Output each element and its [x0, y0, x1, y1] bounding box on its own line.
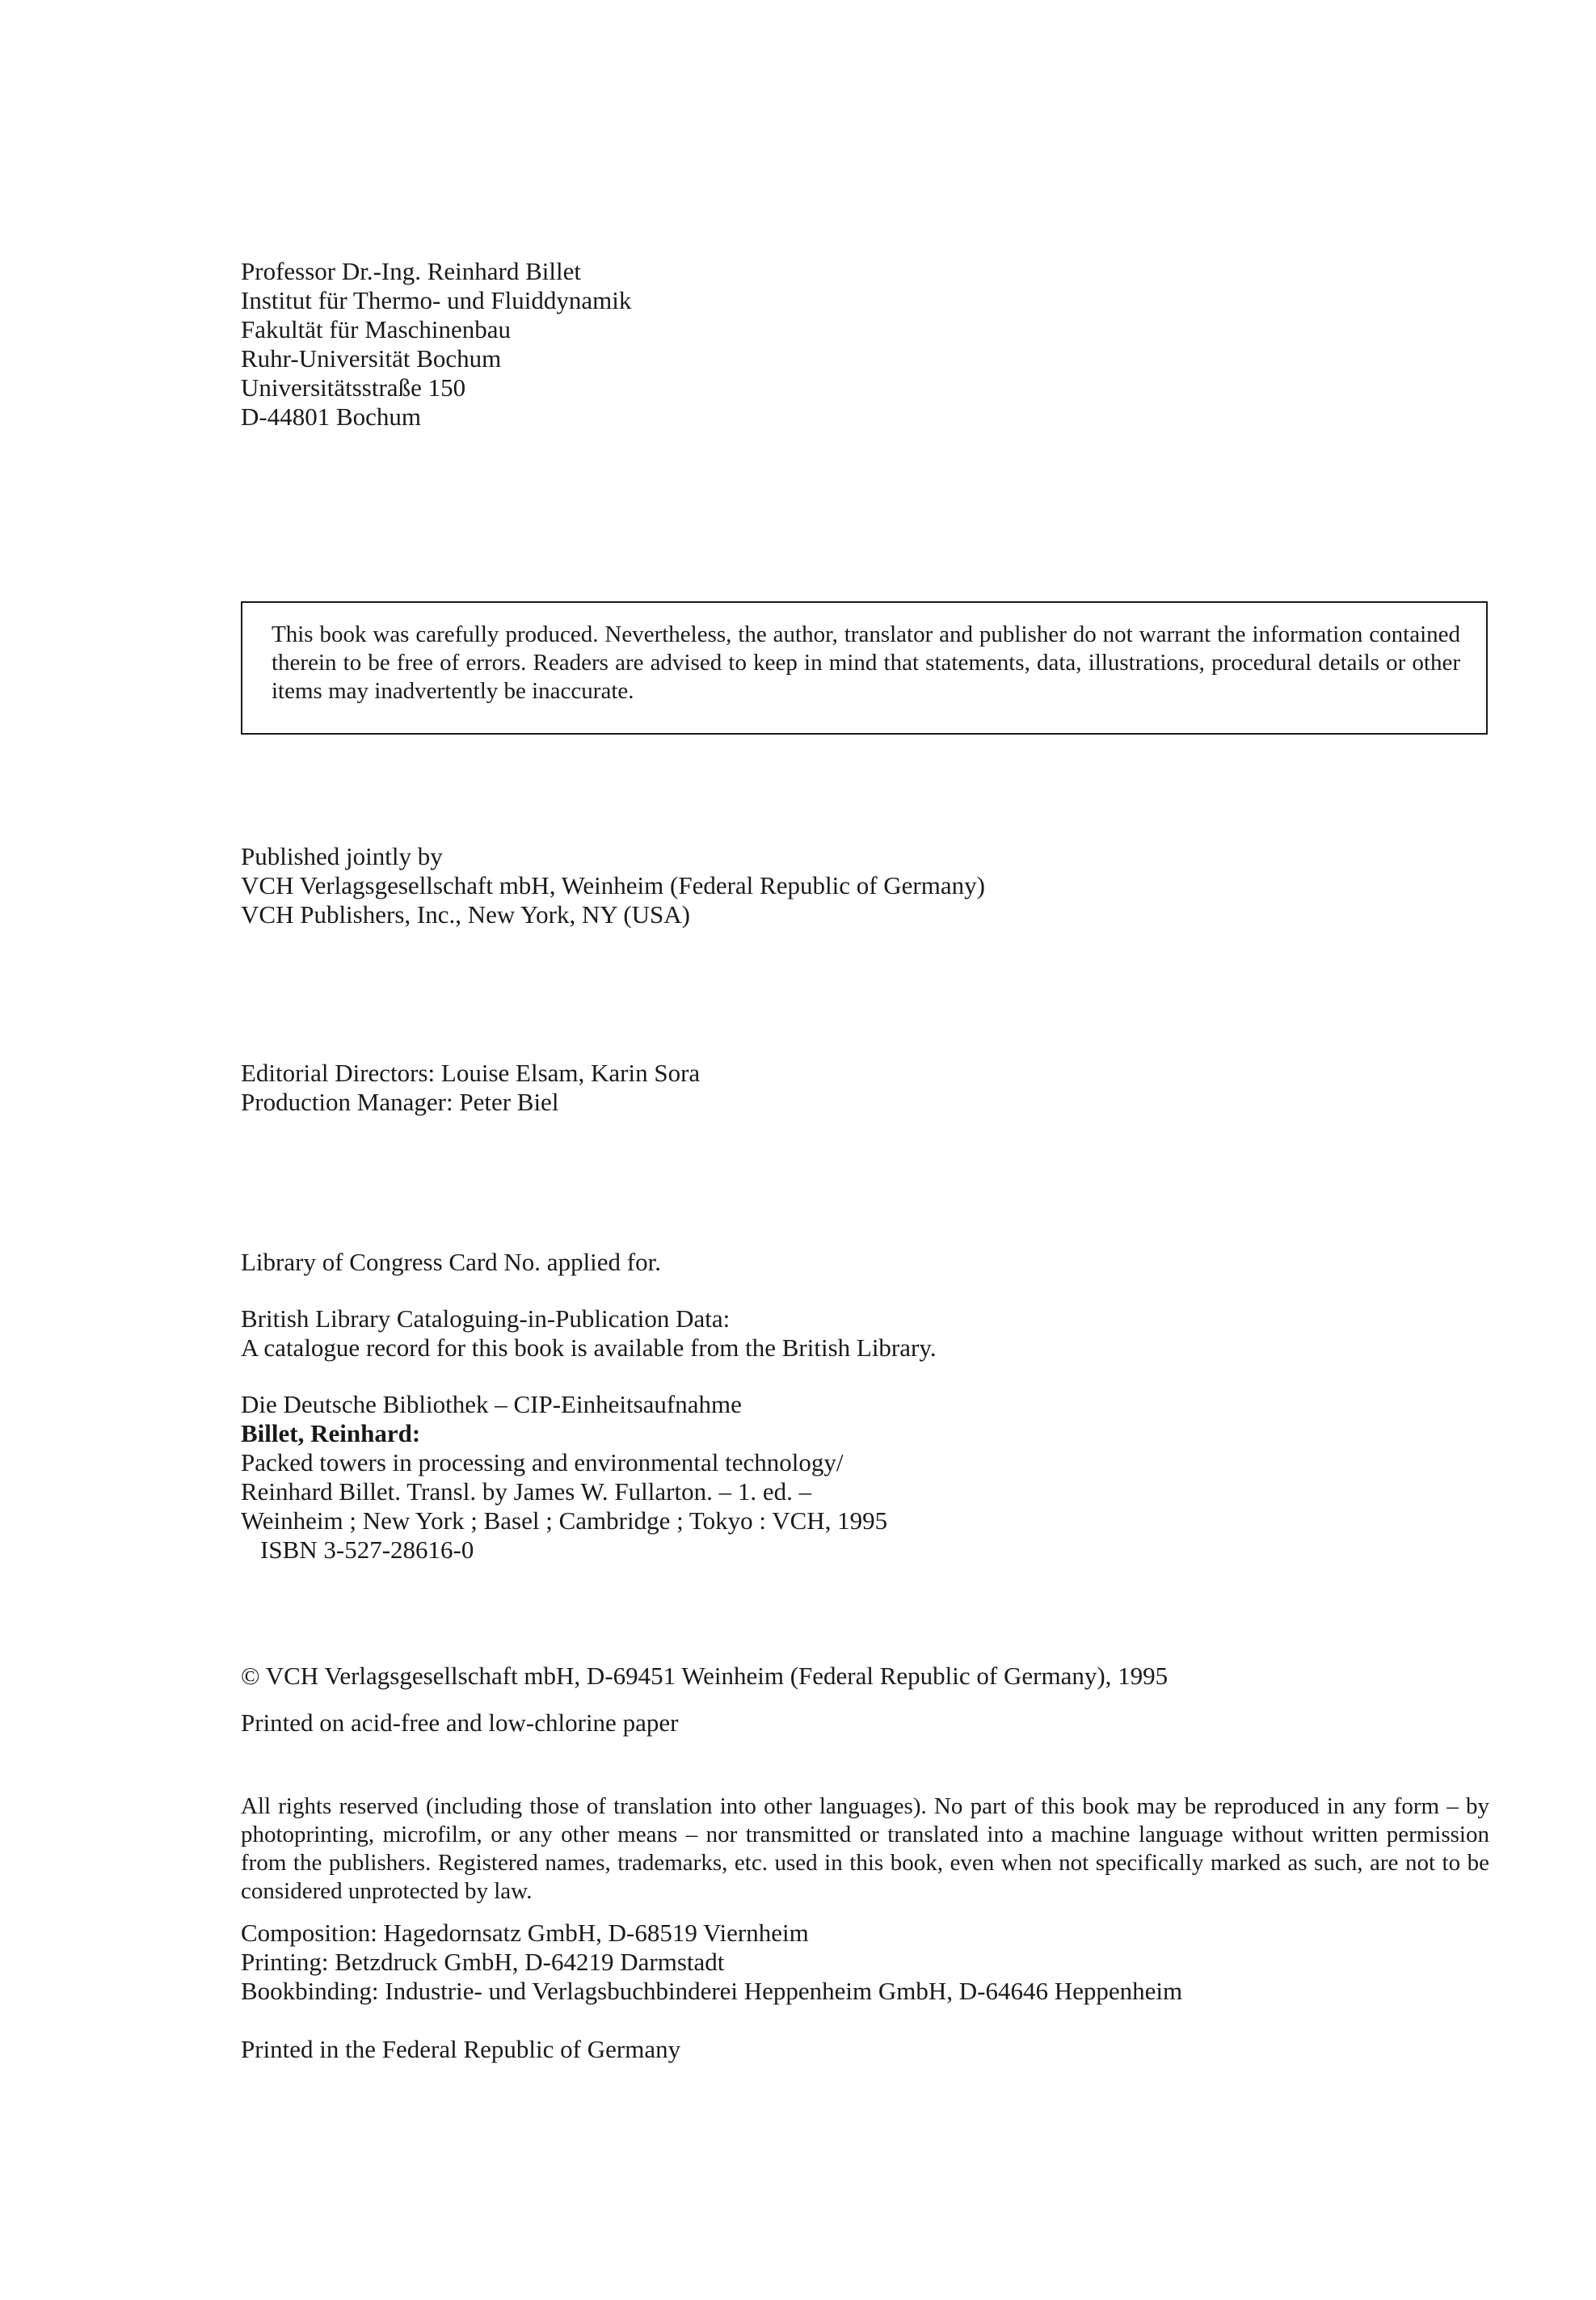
copyright-notice: © VCH Verlagsgesellschaft mbH, D-69451 Weinheim (Federal Republic of Germany), 1995 — [241, 1662, 1169, 1690]
author-faculty-line: Fakultät für Maschinenbau — [241, 315, 512, 343]
cip-block — [241, 1390, 887, 1565]
cip-places-line: Weinheim ; New York ; Basel ; Cambridge ; Tokyo : VCH, 1995 — [241, 1506, 888, 1535]
disclaimer-text: This book was carefully produced. Nevertheless, the author, translator and publisher do not warrant the information contained therein to be free of errors. Readers are advised to keep in mind that statements, data, illustrations, procedural details or other items may inadvertently be inaccurate. — [272, 621, 1460, 704]
rights-block — [241, 1792, 1489, 1906]
british-library-heading: British Library Cataloguing-in-Publication Data: — [241, 1304, 731, 1333]
cip-author: Billet, Reinhard: — [241, 1419, 421, 1447]
rights-text: All rights reserved (including those of translation into other languages). No part of this book may be reproduced in any form – by photoprinting, microfilm, or any other means – nor transmitted or translated into a machine language without written permission from the publishers. Registered names, trademarks, etc. used in this book, even when not specifically marked as such, are not to be considered unprotected by law. — [241, 1793, 1489, 1904]
bookbinding-line: Bookbinding: Industrie- und Verlagsbuchbinderei Heppenheim GmbH, D-64646 Heppenheim — [241, 1977, 1183, 2005]
printing-line: Printing: Betzdruck GmbH, D-64219 Darmstadt — [241, 1948, 725, 1976]
library-of-congress — [241, 1248, 661, 1277]
production-block — [241, 1919, 1182, 2006]
author-city-line: D-44801 Bochum — [241, 402, 422, 431]
paper-notice: Printed on acid-free and low-chlorine paper — [241, 1708, 679, 1737]
british-library-record: A catalogue record for this book is available from the British Library. — [241, 1333, 937, 1362]
editorial-block — [241, 1059, 700, 1117]
publishers-block — [241, 842, 985, 929]
british-library-block — [241, 1304, 937, 1363]
publisher-weinheim-line: VCH Verlagsgesellschaft mbH, Weinheim (Federal Republic of Germany) — [241, 871, 985, 899]
copyright-block — [241, 1662, 1168, 1691]
paper-block — [241, 1708, 678, 1738]
published-jointly-line: Published jointly by — [241, 842, 443, 870]
author-name-line: Professor Dr.-Ing. Reinhard Billet — [241, 257, 582, 285]
printed-in-block — [241, 2035, 680, 2064]
editorial-directors-line: Editorial Directors: Louise Elsam, Karin Sora — [241, 1059, 701, 1087]
library-of-congress-line: Library of Congress Card No. applied for. — [241, 1248, 661, 1276]
author-institute-line: Institut für Thermo- und Fluiddynamik — [241, 286, 632, 314]
author-address — [241, 257, 631, 432]
disclaimer-box — [241, 601, 1488, 735]
cip-isbn: ISBN 3-527-28616-0 — [260, 1535, 474, 1564]
cip-title-line: Packed towers in processing and environmental technology/ — [241, 1448, 844, 1476]
printed-in-line: Printed in the Federal Republic of Germany — [241, 2035, 681, 2063]
cip-translator-line: Reinhard Billet. Transl. by James W. Fullarton. – 1. ed. – — [241, 1477, 812, 1506]
author-university-line: Ruhr-Universität Bochum — [241, 344, 502, 373]
cip-heading: Die Deutsche Bibliothek – CIP-Einheitsaufnahme — [241, 1390, 742, 1418]
publisher-newyork-line: VCH Publishers, Inc., New York, NY (USA) — [241, 900, 690, 929]
composition-line: Composition: Hagedornsatz GmbH, D-68519 Viernheim — [241, 1919, 809, 1947]
production-manager-line: Production Manager: Peter Biel — [241, 1088, 559, 1116]
author-street-line: Universitätsstraße 150 — [241, 373, 466, 402]
